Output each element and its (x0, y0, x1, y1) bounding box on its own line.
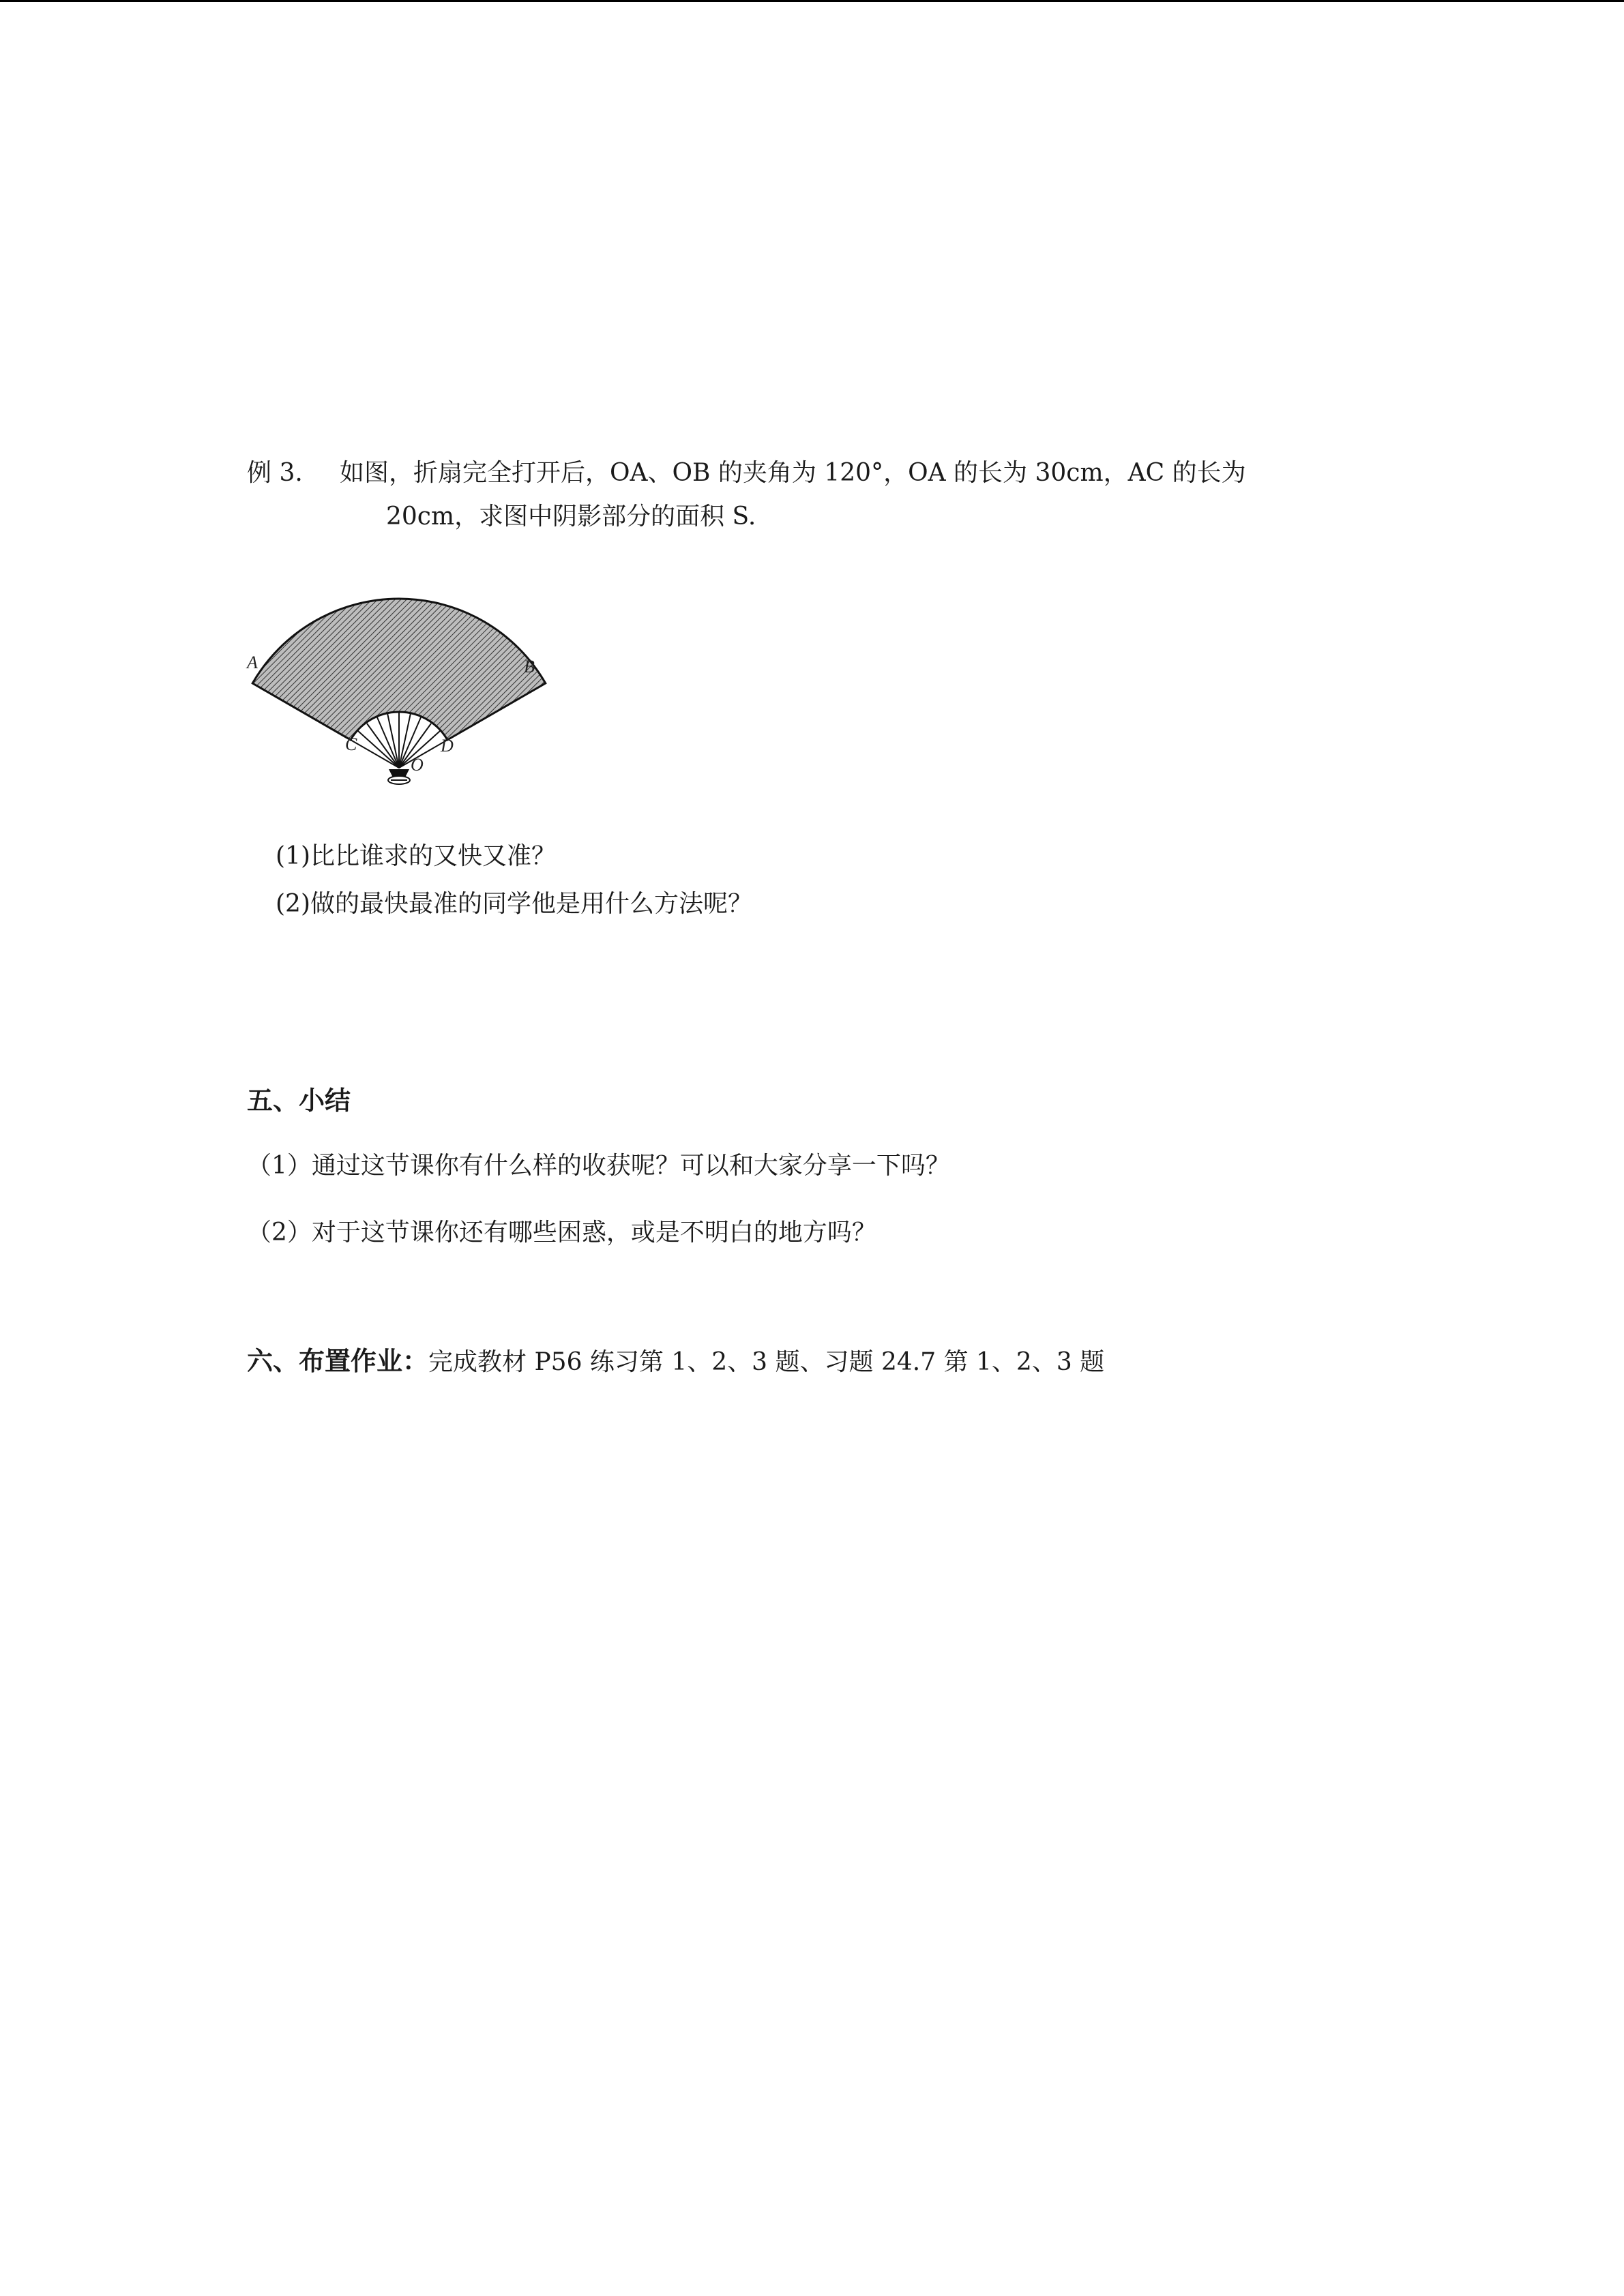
example-line-2: 20cm，求图中阴影部分的面积 S. (386, 503, 756, 531)
homework-section (247, 1345, 1104, 1379)
label-a: A (247, 653, 258, 672)
summary-item-1: （1）通过这节课你有什么样的收获呢？可以和大家分享一下吗？ (247, 1152, 950, 1180)
homework-text: 完成教材 P56 练习第 1、2、3 题、习题 24.7 第 1、2、3 题 (428, 1348, 1105, 1376)
fan-figure (247, 580, 552, 791)
top-rule (0, 0, 1624, 2)
label-c: C (345, 734, 357, 754)
question-2: (2)做的最快最准的同学他是用什么方法呢？ (276, 890, 752, 918)
label-o: O (411, 755, 424, 775)
summary-heading: 五、小结 (247, 1086, 351, 1116)
question-1: (1)比比谁求的又快又准？ (276, 842, 556, 870)
label-b: B (524, 657, 535, 676)
summary-item-2: （2）对于这节课你还有哪些困惑，或是不明白的地方吗？ (247, 1219, 876, 1247)
example-line-1: 如图，折扇完全打开后，OA、OB 的夹角为 120°，OA 的长为 30cm，AC 的长为 (340, 459, 1246, 487)
fan-pivot (388, 769, 410, 784)
label-d: D (441, 736, 454, 756)
homework-heading: 六、布置作业： (247, 1346, 429, 1376)
example-label: 例 3. (247, 459, 303, 487)
